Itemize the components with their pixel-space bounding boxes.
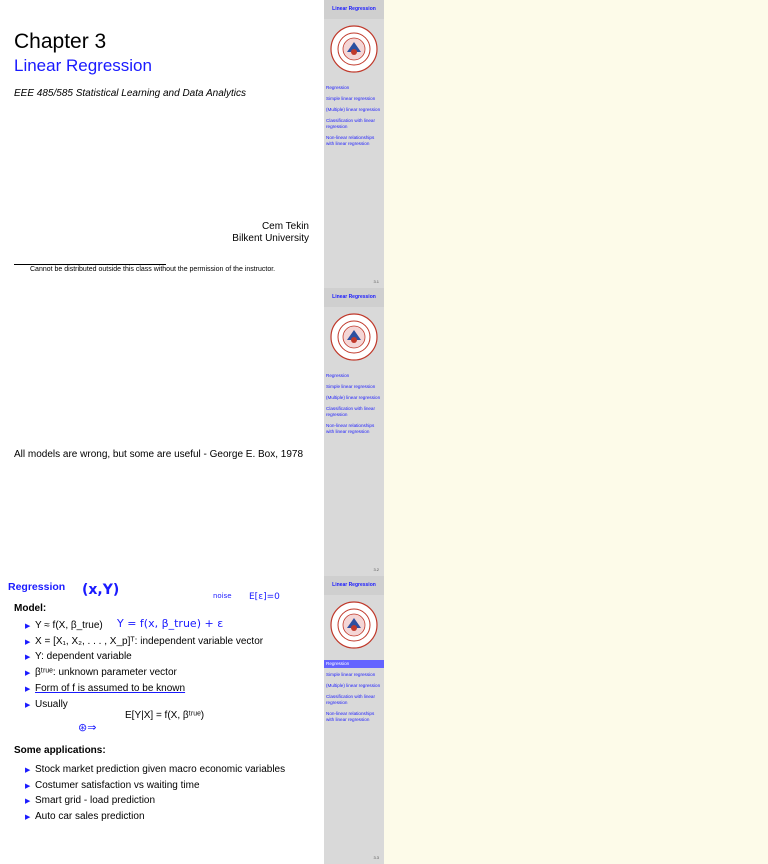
sidebar xyxy=(324,288,384,576)
handwritten-arrow-note: ⊛⇒ xyxy=(78,721,97,734)
bullet-icon: ▶ xyxy=(25,670,31,678)
bullet-icon: ▶ xyxy=(25,814,31,822)
handwritten-expectation: E[ε]=0 xyxy=(249,592,280,602)
page-number: 3.1 xyxy=(373,279,379,284)
sidebar-item-classification[interactable]: Classification with linear regression xyxy=(326,694,376,705)
author-affiliation: Bilkent University xyxy=(232,233,309,244)
list-item: ▶ X = [X₁, X₂, . . . , X_p]ᵀ: independent variable vector xyxy=(14,634,263,650)
sidebar-item-simple-linear[interactable]: Simple linear regression xyxy=(326,672,376,677)
sidebar-item-nonlinear[interactable]: Non-linear relationships with linear regression xyxy=(326,711,375,722)
sidebar-item-regression[interactable]: Regression xyxy=(326,85,350,90)
sidebar-nav xyxy=(324,372,384,439)
bullet-icon: ▶ xyxy=(25,654,31,662)
list-item: ▶ Usually xyxy=(14,697,263,713)
sidebar-item-nonlinear[interactable]: Non-linear relationships with linear regression xyxy=(326,423,375,434)
list-item: ▶ Form of f is assumed to be known xyxy=(14,681,263,697)
page-number: 3.2 xyxy=(373,567,379,572)
sidebar-nav xyxy=(324,660,384,727)
footnote: Cannot be distributed outside this class without the permission of the instructor. xyxy=(30,266,276,273)
sidebar-item-classification[interactable]: Classification with linear regression xyxy=(326,118,376,129)
bullet-icon: ▶ xyxy=(25,798,31,806)
chapter-title: Chapter 3 xyxy=(14,30,107,53)
sidebar-item-multiple-linear[interactable]: (Multiple) linear regression xyxy=(326,395,381,400)
sidebar-title[interactable]: Linear Regression xyxy=(324,0,384,19)
sidebar-title[interactable]: Linear Regression xyxy=(324,288,384,307)
frame-title: Regression xyxy=(8,581,66,593)
sidebar-item-simple-linear[interactable]: Simple linear regression xyxy=(326,384,376,389)
list-item: ▶ Y ≈ f(X, β_true) xyxy=(14,618,263,634)
list-item: ▶ Y: dependent variable xyxy=(14,649,263,665)
list-item: ▶ Costumer satisfaction vs waiting time xyxy=(14,778,285,794)
bullet-icon: ▶ xyxy=(25,685,31,693)
sidebar-item-classification[interactable]: Classification with linear regression xyxy=(326,406,376,417)
author-block xyxy=(232,221,309,245)
model-list xyxy=(14,618,263,712)
expectation-equation: E[Y|X] = f(X, βᵗʳᵘᵉ) xyxy=(125,710,205,721)
applications-list xyxy=(14,762,285,825)
bullet-icon: ▶ xyxy=(25,767,31,774)
box-quote: All models are wrong, but some are useful - George E. Box, 1978 xyxy=(14,449,304,460)
bullet-icon: ▶ xyxy=(25,782,31,790)
sidebar-item-regression[interactable]: Regression xyxy=(324,660,384,668)
sidebar-item-multiple-linear[interactable]: (Multiple) linear regression xyxy=(326,107,381,112)
sidebar-item-nonlinear[interactable]: Non-linear relationships with linear regression xyxy=(326,135,375,146)
list-item: ▶ Smart grid - load prediction xyxy=(14,793,285,809)
handwritten-model: Y = f(x, β_true) + ε xyxy=(117,617,224,630)
list-item: ▶ Stock market prediction given macro economic variables xyxy=(14,762,285,778)
sidebar-title[interactable]: Linear Regression xyxy=(324,576,384,595)
sidebar-item-simple-linear[interactable]: Simple linear regression xyxy=(326,96,376,101)
sidebar-item-multiple-linear[interactable]: (Multiple) linear regression xyxy=(326,683,381,688)
chapter-subtitle: Linear Regression xyxy=(14,56,152,75)
model-heading: Model: xyxy=(14,603,47,614)
slide-3 xyxy=(0,576,384,864)
slide-1 xyxy=(0,0,384,288)
bullet-icon: ▶ xyxy=(25,701,31,709)
handwritten-noise: noise xyxy=(213,592,232,600)
bullet-icon: ▶ xyxy=(25,623,31,630)
applications-heading: Some applications: xyxy=(14,745,106,756)
author-name: Cem Tekin xyxy=(261,221,309,232)
sidebar xyxy=(324,576,384,864)
university-seal-icon xyxy=(330,313,378,361)
sidebar xyxy=(324,0,384,288)
bullet-icon: ▶ xyxy=(25,638,31,646)
university-seal-icon xyxy=(330,601,378,649)
sidebar-nav xyxy=(324,84,384,151)
list-item: ▶ βᵗʳᵘᵉ: unknown parameter vector xyxy=(14,665,263,681)
slide-2 xyxy=(0,288,384,576)
page-number: 3.3 xyxy=(373,855,379,860)
handwritten-xy: (x,Y) xyxy=(82,582,120,598)
sidebar-item-regression[interactable]: Regression xyxy=(326,373,350,378)
course-name: EEE 485/585 Statistical Learning and Data Analytics xyxy=(14,88,246,99)
list-item: ▶ Auto car sales prediction xyxy=(14,809,285,825)
university-seal-icon xyxy=(330,25,378,73)
